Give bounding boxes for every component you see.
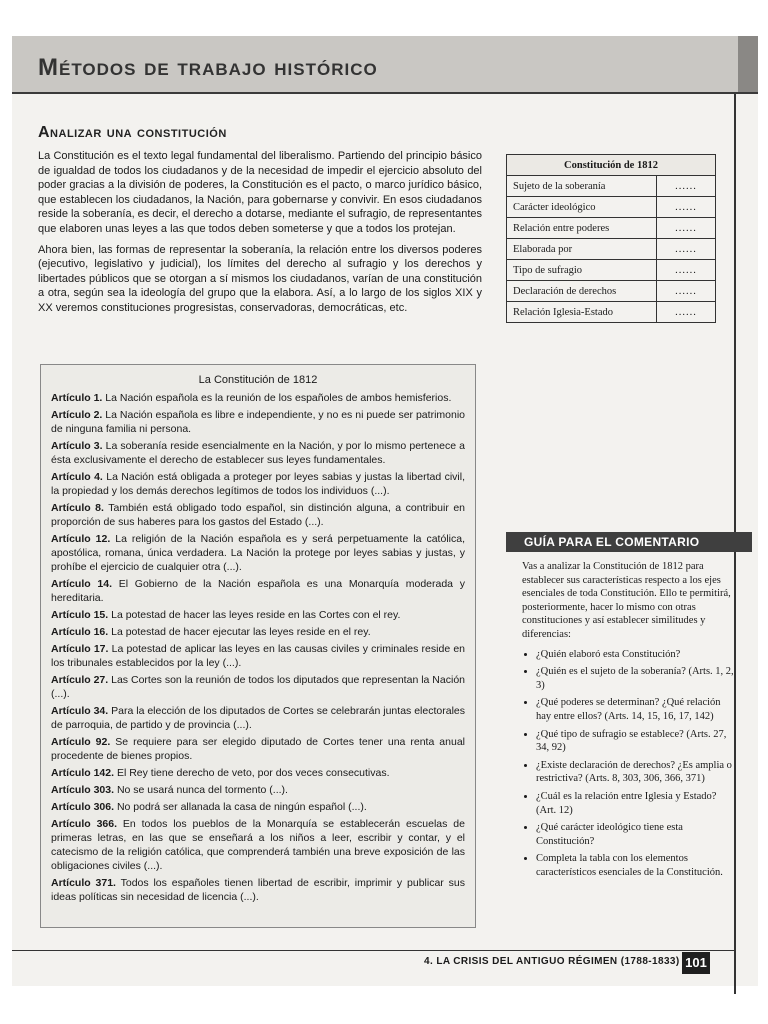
- article-number: Artículo 16.: [51, 626, 109, 638]
- table-title: Constitución de 1812: [507, 155, 716, 176]
- article-text: Se requiere para ser elegido diputado de Cortes tener una renta anual procedente de bienes propios.: [51, 736, 465, 762]
- row-value: ......: [657, 302, 716, 323]
- footer-rule: [12, 950, 734, 951]
- chapter-title: 4. LA CRISIS DEL ANTIGUO RÉGIMEN (1788-1833): [424, 956, 680, 967]
- article-number: Artículo 8.: [51, 502, 104, 514]
- row-label: Carácter ideológico: [507, 197, 657, 218]
- intro-paragraph: Ahora bien, las formas de representar la soberanía, la relación entre los diversos poderes (ejecutivo, legislativo y judicial), los límites del derecho al sufragio y los derechos y libertades públicos que se otorgan a sí mismos los ciudadanos, varían de una constitución a otra, según sea la ideología del grupo que la elabora. Así, a lo largo de los siglos XIX y XX veremos constituciones progresistas, conservadoras, democráticas, etc.: [38, 243, 482, 314]
- article-text: La potestad de hacer ejecutar las leyes reside en el rey.: [108, 626, 371, 638]
- row-value: ......: [657, 260, 716, 281]
- guide-section: [522, 560, 734, 883]
- article-text: La Nación española es libre e independiente, y no es ni puede ser patrimonio de ninguna familia ni persona.: [51, 409, 465, 435]
- constitution-excerpt-box: [40, 364, 476, 928]
- header-rule: [12, 92, 758, 94]
- article-item: [51, 577, 465, 605]
- article-text: El Rey tiene derecho de veto, por dos veces consecutivas.: [114, 767, 390, 779]
- excerpt-title: La Constitución de 1812: [198, 374, 318, 386]
- article-text: La potestad de aplicar las leyes en las causas civiles y criminales reside en los tribunales establecidos por la ley (...).: [51, 643, 466, 669]
- article-number: Artículo 3.: [51, 440, 103, 452]
- article-number: Artículo 303.: [51, 784, 115, 796]
- article-text: El Gobierno de la Nación española es una Monarquía moderada y hereditaria.: [51, 578, 465, 604]
- table-row: [507, 218, 716, 239]
- article-number: Artículo 12.: [51, 533, 111, 545]
- article-item: [51, 408, 465, 436]
- article-number: Artículo 92.: [51, 736, 111, 748]
- guide-item: • ¿Qué poderes se determinan? ¿Qué relación hay entre ellos? (Arts. 14, 15, 16, 17, 142): [536, 696, 734, 723]
- article-number: Artículo 17.: [51, 643, 109, 655]
- article-item: [51, 735, 465, 763]
- article-item: [51, 501, 465, 529]
- intro-text: [38, 149, 482, 322]
- row-value: ......: [657, 218, 716, 239]
- article-item: [51, 783, 465, 797]
- article-number: Artículo 27.: [51, 674, 109, 686]
- row-label: Declaración de derechos: [507, 281, 657, 302]
- guide-item: • ¿Existe declaración de derechos? ¿Es amplia o restrictiva? (Arts. 8, 303, 306, 366, 371): [536, 759, 734, 786]
- article-item: [51, 391, 465, 405]
- guide-item: • ¿Qué tipo de sufragio se establece? (Arts. 27, 34, 92): [536, 728, 734, 755]
- intro-paragraph: La Constitución es el texto legal fundamental del liberalismo. Partiendo del principio básico de igualdad de todos los ciudadanos y de la necesidad de impedir el ejercicio absoluto del poder gracias a la división de poderes, la Constitución es el pacto, o marco jurídico básico, que establecen los ciudadanos, la Nación, para gobernarse y convivir. En esos ciudadanos reside la soberanía, es decir, el derecho a dotarse, mediante el sufragio, de representantes que elaboren unas leyes a las que todos deben someterse y que a todos los protejan.: [38, 150, 482, 235]
- row-label: Tipo de sufragio: [507, 260, 657, 281]
- article-text: En todos los pueblos de la Monarquía se establecerán escuelas de primeras letras, en las que se enseñará a los niños a leer, escribir y contar, y el catecismo de la religión católica, que comprenderá también una breve exposición de las obligaciones civiles (...).: [51, 818, 465, 872]
- row-value: ......: [657, 239, 716, 260]
- article-item: [51, 704, 465, 732]
- article-text: La Nación española es la reunión de los españoles de ambos hemisferios.: [102, 392, 452, 404]
- article-item: [51, 817, 465, 873]
- article-item: [51, 642, 465, 670]
- article-text: No se usará nunca del tormento (...).: [114, 784, 288, 796]
- article-number: Artículo 306.: [51, 801, 115, 813]
- guide-item: • ¿Quién elaboró esta Constitución?: [536, 648, 734, 662]
- table-row: [507, 239, 716, 260]
- article-item: [51, 625, 465, 639]
- row-value: ......: [657, 176, 716, 197]
- guide-list: [522, 648, 734, 880]
- article-number: Artículo 15.: [51, 609, 109, 621]
- row-value: ......: [657, 197, 716, 218]
- row-value: ......: [657, 281, 716, 302]
- article-number: Artículo 4.: [51, 471, 103, 483]
- guide-item: • Completa la tabla con los elementos característicos esenciales de la Constitución.: [536, 852, 734, 879]
- section-title: Métodos de trabajo histórico: [38, 54, 378, 81]
- article-text: La religión de la Nación española es y será perpetuamente la católica, apostólica, romana, única verdadera. La Nación la protege por leyes sabias y justas, y prohíbe el ejercicio de cualquier otra (...).: [51, 533, 465, 573]
- table-row: [507, 197, 716, 218]
- article-text: La soberanía reside esencialmente en la Nación, y por lo mismo pertenece a ésta exclusivamente el derecho de establecer sus leyes fundamentales.: [51, 440, 465, 466]
- article-number: Artículo 34.: [51, 705, 109, 717]
- guide-item: • ¿Quién es el sujeto de la soberanía? (Arts. 1, 2, 3): [536, 665, 734, 692]
- article-number: Artículo 1.: [51, 392, 103, 404]
- article-text: Para la elección de los diputados de Cortes se celebrarán juntas electorales de parroquia, de partido y de provincia (...).: [51, 705, 465, 731]
- table-row: [507, 281, 716, 302]
- article-item: [51, 439, 465, 467]
- table-row: [507, 260, 716, 281]
- row-label: Elaborada por: [507, 239, 657, 260]
- article-text: También está obligado todo español, sin distinción alguna, a contribuir en proporción de sus haberes para los gastos del Estado (...).: [51, 502, 466, 528]
- article-number: Artículo 2.: [51, 409, 103, 421]
- article-item: [51, 800, 465, 814]
- row-label: Relación entre poderes: [507, 218, 657, 239]
- subtitle: Analizar una constitución: [38, 124, 227, 141]
- article-number: Artículo 371.: [51, 877, 116, 889]
- articles-list: [51, 391, 465, 904]
- page-number: 101: [682, 952, 710, 974]
- article-number: Artículo 142.: [51, 767, 115, 779]
- article-text: Todos los españoles tienen libertad de escribir, imprimir y publicar sus ideas políticas sin necesidad de licencia (...).: [51, 877, 465, 903]
- article-item: [51, 766, 465, 780]
- table-row: [507, 302, 716, 323]
- table-row: [507, 176, 716, 197]
- article-text: La potestad de hacer las leyes reside en las Cortes con el rey.: [108, 609, 401, 621]
- article-item: [51, 673, 465, 701]
- guide-header: GUÍA PARA EL COMENTARIO: [506, 532, 752, 552]
- book-page: [12, 36, 758, 986]
- row-label: Sujeto de la soberanía: [507, 176, 657, 197]
- guide-item: • ¿Cuál es la relación entre Iglesia y Estado? (Art. 12): [536, 790, 734, 817]
- article-number: Artículo 14.: [51, 578, 112, 590]
- constitution-table: [506, 154, 716, 323]
- article-item: [51, 608, 465, 622]
- article-number: Artículo 366.: [51, 818, 117, 830]
- guide-item: • ¿Qué carácter ideológico tiene esta Constitución?: [536, 821, 734, 848]
- article-item: [51, 532, 465, 574]
- article-text: Las Cortes son la reunión de todos los diputados que representan la Nación (...).: [51, 674, 465, 700]
- article-item: [51, 876, 465, 904]
- guide-intro: Vas a analizar la Constitución de 1812 para establecer sus características respecto a los ejes esenciales de toda Constitución. Ello te permitirá, posteriormente, hacer lo mismo con otras constituciones y así establecer similitudes y diferencias:: [522, 561, 731, 640]
- article-text: No podrá ser allanada la casa de ningún español (...).: [114, 801, 367, 813]
- article-text: La Nación está obligada a proteger por leyes sabias y justas la libertad civil, la propiedad y los demás derechos legítimos de todos los individuos (...).: [51, 471, 465, 497]
- article-item: [51, 470, 465, 498]
- header-tab: [738, 36, 758, 94]
- row-label: Relación Iglesia-Estado: [507, 302, 657, 323]
